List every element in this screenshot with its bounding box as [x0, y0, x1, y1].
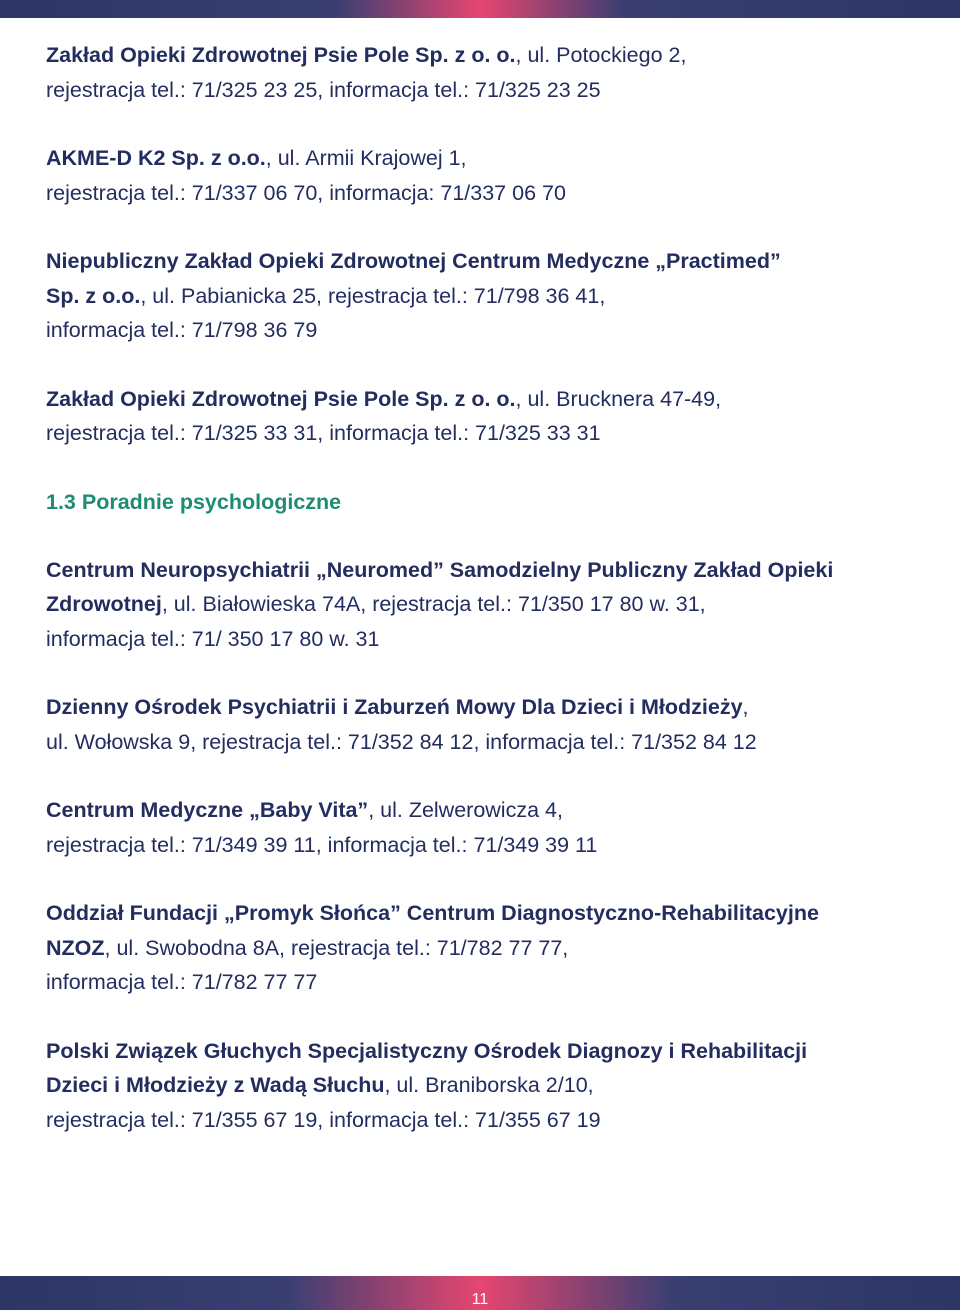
entry-phones: informacja tel.: 71/798 36 79	[46, 318, 318, 342]
entry-phones: rejestracja tel.: 71/325 23 25, informacja tel.: 71/325 23 25	[46, 77, 601, 102]
entry-phones: rejestracja tel.: 71/337 06 70, informacja: 71/337 06 70	[46, 180, 566, 205]
entry-name: Centrum Neuropsychiatrii „Neuromed” Samodzielny Publiczny Zakład Opieki	[46, 557, 834, 582]
entry-address: , ul. Braniborska 2/10,	[384, 1073, 594, 1097]
entry-baby-vita	[46, 793, 926, 862]
entry-dzienny-osrodek	[46, 690, 926, 759]
entry-akme-d	[46, 141, 926, 210]
entry-neuromed	[46, 553, 926, 657]
entry-phones: informacja tel.: 71/ 350 17 80 w. 31	[46, 626, 380, 651]
entry-name: Dzienny Ośrodek Psychiatrii i Zaburzeń Mowy Dla Dzieci i Młodzieży	[46, 695, 743, 719]
entry-address: , ul. Brucknera 47-49,	[515, 386, 722, 411]
entry-name: Zakład Opieki Zdrowotnej Psie Pole Sp. z o. o.	[46, 43, 516, 67]
entry-zoz-psie-pole-brucknera	[46, 382, 926, 451]
top-decorative-bar	[0, 0, 960, 18]
entry-name-cont: NZOZ	[46, 935, 105, 960]
entry-address: , ul. Swobodna 8A, rejestracja tel.: 71/782 77 77,	[104, 935, 569, 960]
entry-name-cont: Zdrowotnej	[46, 592, 162, 616]
entry-address: , ul. Białowieska 74A, rejestracja tel.: 71/350 17 80 w. 31,	[161, 592, 706, 616]
entry-name: Centrum Medyczne „Baby Vita”	[46, 798, 369, 822]
entry-name: Oddział Fundacji „Promyk Słońca” Centrum Diagnostyczno-Rehabilitacyjne	[46, 901, 819, 925]
document-content	[46, 38, 926, 1171]
entry-practimed	[46, 244, 926, 348]
page-number: 11	[471, 1291, 489, 1308]
entry-name: AKME-D K2 Sp. z o.o.	[46, 146, 266, 170]
entry-address: , ul. Armii Krajowej 1,	[265, 146, 467, 170]
entry-phones: ul. Wołowska 9, rejestracja tel.: 71/352 84 12, informacja tel.: 71/352 84 12	[46, 729, 757, 754]
entry-zoz-psie-pole-potockiego	[46, 38, 926, 107]
entry-address: , ul. Zelwerowicza 4,	[368, 798, 563, 822]
entry-phones: rejestracja tel.: 71/325 33 31, informacja tel.: 71/325 33 31	[46, 421, 601, 445]
entry-address: ,	[742, 695, 749, 719]
entry-address: , ul. Potockiego 2,	[515, 43, 687, 67]
entry-pzg	[46, 1034, 926, 1138]
entry-phones: rejestracja tel.: 71/349 39 11, informacja tel.: 71/349 39 11	[46, 832, 598, 857]
entry-name: Zakład Opieki Zdrowotnej Psie Pole Sp. z o. o.	[46, 386, 516, 411]
entry-name: Polski Związek Głuchych Specjalistyczny Ośrodek Diagnozy i Rehabilitacji	[46, 1038, 808, 1063]
entry-name: Niepubliczny Zakład Opieki Zdrowotnej Centrum Medyczne „Practimed”	[46, 249, 781, 273]
entry-promyk-slonca	[46, 896, 926, 1000]
entry-address: , ul. Pabianicka 25, rejestracja tel.: 71/798 36 41,	[140, 283, 606, 308]
section-heading: 1.3 Poradnie psychologiczne	[46, 489, 342, 514]
entry-name-cont: Sp. z o.o.	[46, 283, 141, 308]
entry-phones: rejestracja tel.: 71/355 67 19, informacja tel.: 71/355 67 19	[46, 1107, 601, 1132]
entry-phones: informacja tel.: 71/782 77 77	[46, 970, 318, 994]
entry-name-cont: Dzieci i Młodzieży z Wadą Słuchu	[46, 1073, 385, 1097]
